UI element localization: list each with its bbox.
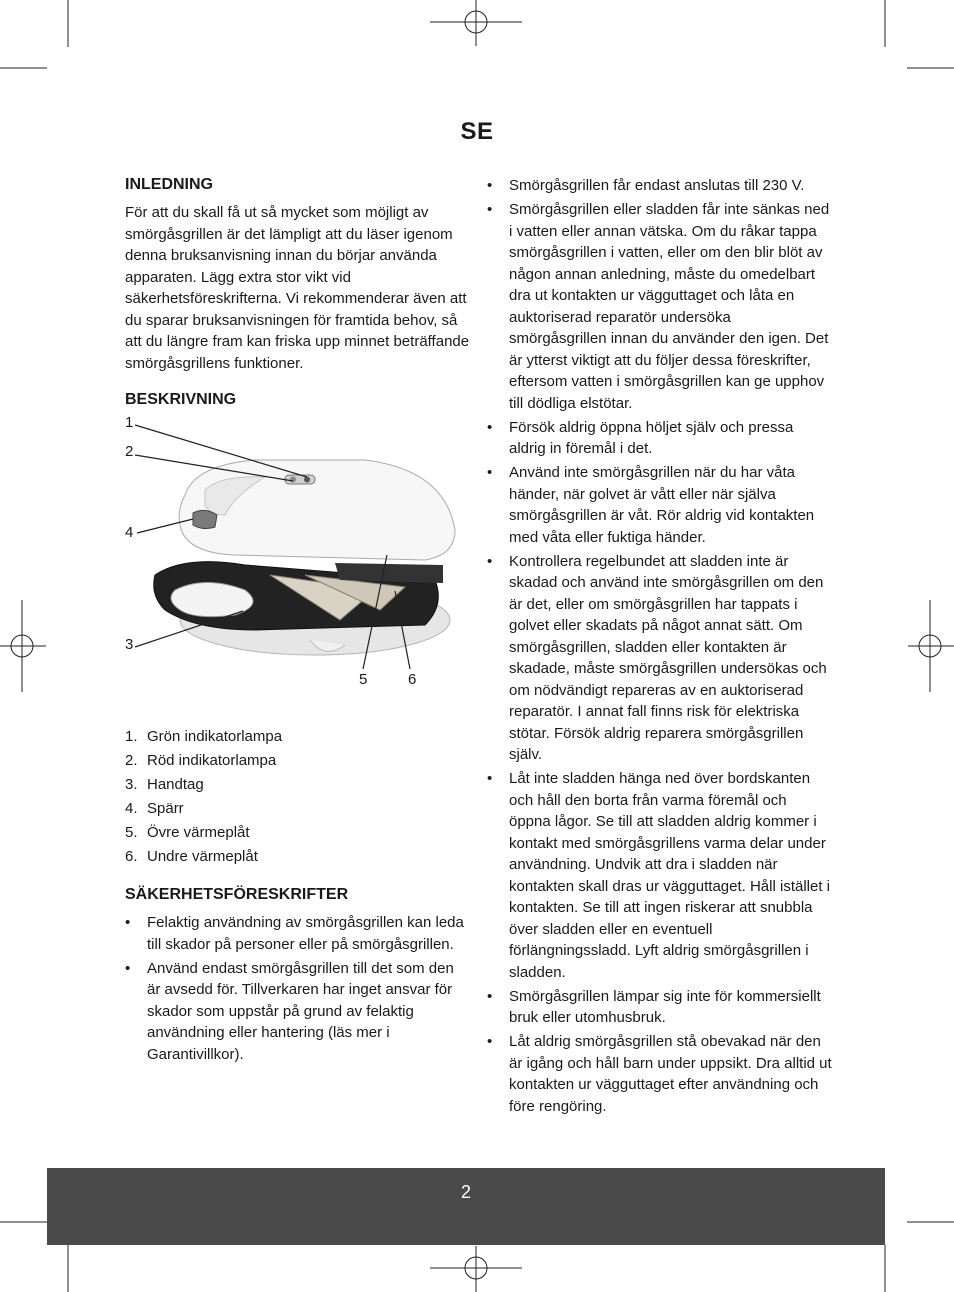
intro-text: För att du skall få ut så mycket som möjligt av smörgåsgrillen är det lämpligt att du läser igenom denna bruksanvisning innan du börjar använda apparaten. Lägg extra stor vikt vid säkerhetsföreskrifterna. Vi rekommenderar även att du sparar bruksanvisningen för framtida behov, så att du längre fram kan friska upp minnet beträffande smörgåsgrillens funktioner. <box>125 204 470 372</box>
left-column <box>125 175 470 1068</box>
safety-list-left <box>125 912 470 1065</box>
registration-mark-top <box>430 0 522 46</box>
page-footer <box>47 1168 885 1245</box>
list-item: 2. Röd indikatorlampa <box>125 752 277 769</box>
list-item: 1. Grön indikatorlampa <box>125 728 283 745</box>
sandwich-grill-figure <box>125 415 470 715</box>
list-item: • Kontrollera regelbundet att sladden inte är skadad och använd inte smörgåsgrillen om den är det, eller om smörgåsgrillen har tappats i golvet eller skadats på något annat sätt. Om smörgåsgrillen, sladden eller kontakten är skadade, måste smörgåsgrillen undersökas och om nödvändigt repareras av en auktoriserad reparatör. I annat fall finns risk för elektriska stötar. Försök aldrig reparera smörgåsgrillen själv. <box>487 552 827 763</box>
list-item: 5. Övre värmeplåt <box>125 824 250 841</box>
right-column <box>487 175 832 1120</box>
list-item: 6. Undre värmeplåt <box>125 848 258 865</box>
description-heading: BESKRIVNING <box>125 391 237 408</box>
list-item: • Låt aldrig smörgåsgrillen stå obevakad när den är igång och håll barn under uppsikt. Dra alltid ut kontakten ur vägguttaget efter användning och före rengöring. <box>487 1033 832 1115</box>
callout-3: 3 <box>125 636 134 653</box>
list-item: 3. Handtag <box>125 776 204 793</box>
list-item: • Smörgåsgrillen lämpar sig inte för kommersiellt bruk eller utomhusbruk. <box>487 987 821 1026</box>
sandwich-grill-illustration <box>125 415 470 715</box>
list-item: • Smörgåsgrillen får endast anslutas till 230 V. <box>487 177 805 194</box>
list-item: • Låt inte sladden hänga ned över bordskanten och håll den borta från varma föremål och öppna lågor. Se till att sladden aldrig kommer i kontakt med smörgåsgrillens varma delar under användning. Undvik att dra i sladden när kontakten skall dras ur vägguttaget. Håll istället i kontakten. Se till att ingen riskerar att snubbla över sladden eller en eventuell förlängningssladd. Lyft aldrig smörgåsgrillen i sladden. <box>487 770 830 981</box>
list-item: • Smörgåsgrillen eller sladden får inte sänkas ned i vatten eller annan vätska. Om du råkar tappa smörgåsgrillen i vatten, eller om den blir blöt av någon annan anledning, måste du omedelbart dra ut kontakten ur vägguttaget och låta en auktoriserad reparatör undersöka smörgåsgrillen innan du använder den igen. Det är ytterst viktigt att du följer dessa föreskrifter, eftersom vatten i smörgåsgrillen kan ge upphov till dödliga elstötar. <box>487 201 830 412</box>
safety-heading: SÄKERHETSFÖRESKRIFTER <box>125 886 349 903</box>
callout-1: 1 <box>125 414 134 431</box>
list-item: • Försök aldrig öppna höljet själv och pressa aldrig in föremål i det. <box>487 418 794 457</box>
list-item: • Felaktig användning av smörgåsgrillen kan leda till skador på personer eller på smörgåsgrillen. <box>125 914 464 953</box>
callout-2: 2 <box>125 443 134 460</box>
list-item: 4. Spärr <box>125 800 184 817</box>
page-number: 2 <box>460 1182 471 1202</box>
intro-section <box>125 175 470 374</box>
callout-6: 6 <box>408 671 417 688</box>
language-heading: SE <box>460 118 494 145</box>
callout-5: 5 <box>359 671 368 688</box>
list-item: • Använd endast smörgåsgrillen till det som den är avsedd för. Tillverkaren har inget ansvar för skador som uppstår på grund av felaktig användning eller hantering (läs mer i Garantivillkor). <box>125 959 454 1063</box>
safety-list-right <box>487 175 832 1117</box>
registration-mark-bottom <box>430 1246 522 1292</box>
list-item: • Använd inte smörgåsgrillen när du har våta händer, när golvet är vått eller när själva smörgåsgrillen är våt. Rör aldrig vid kontakten med våta eller fuktiga händer. <box>487 464 815 546</box>
registration-mark-right <box>908 600 954 692</box>
intro-heading: INLEDNING <box>125 176 213 193</box>
callout-4: 4 <box>125 524 134 541</box>
registration-mark-left <box>0 600 46 692</box>
parts-list <box>125 725 470 869</box>
